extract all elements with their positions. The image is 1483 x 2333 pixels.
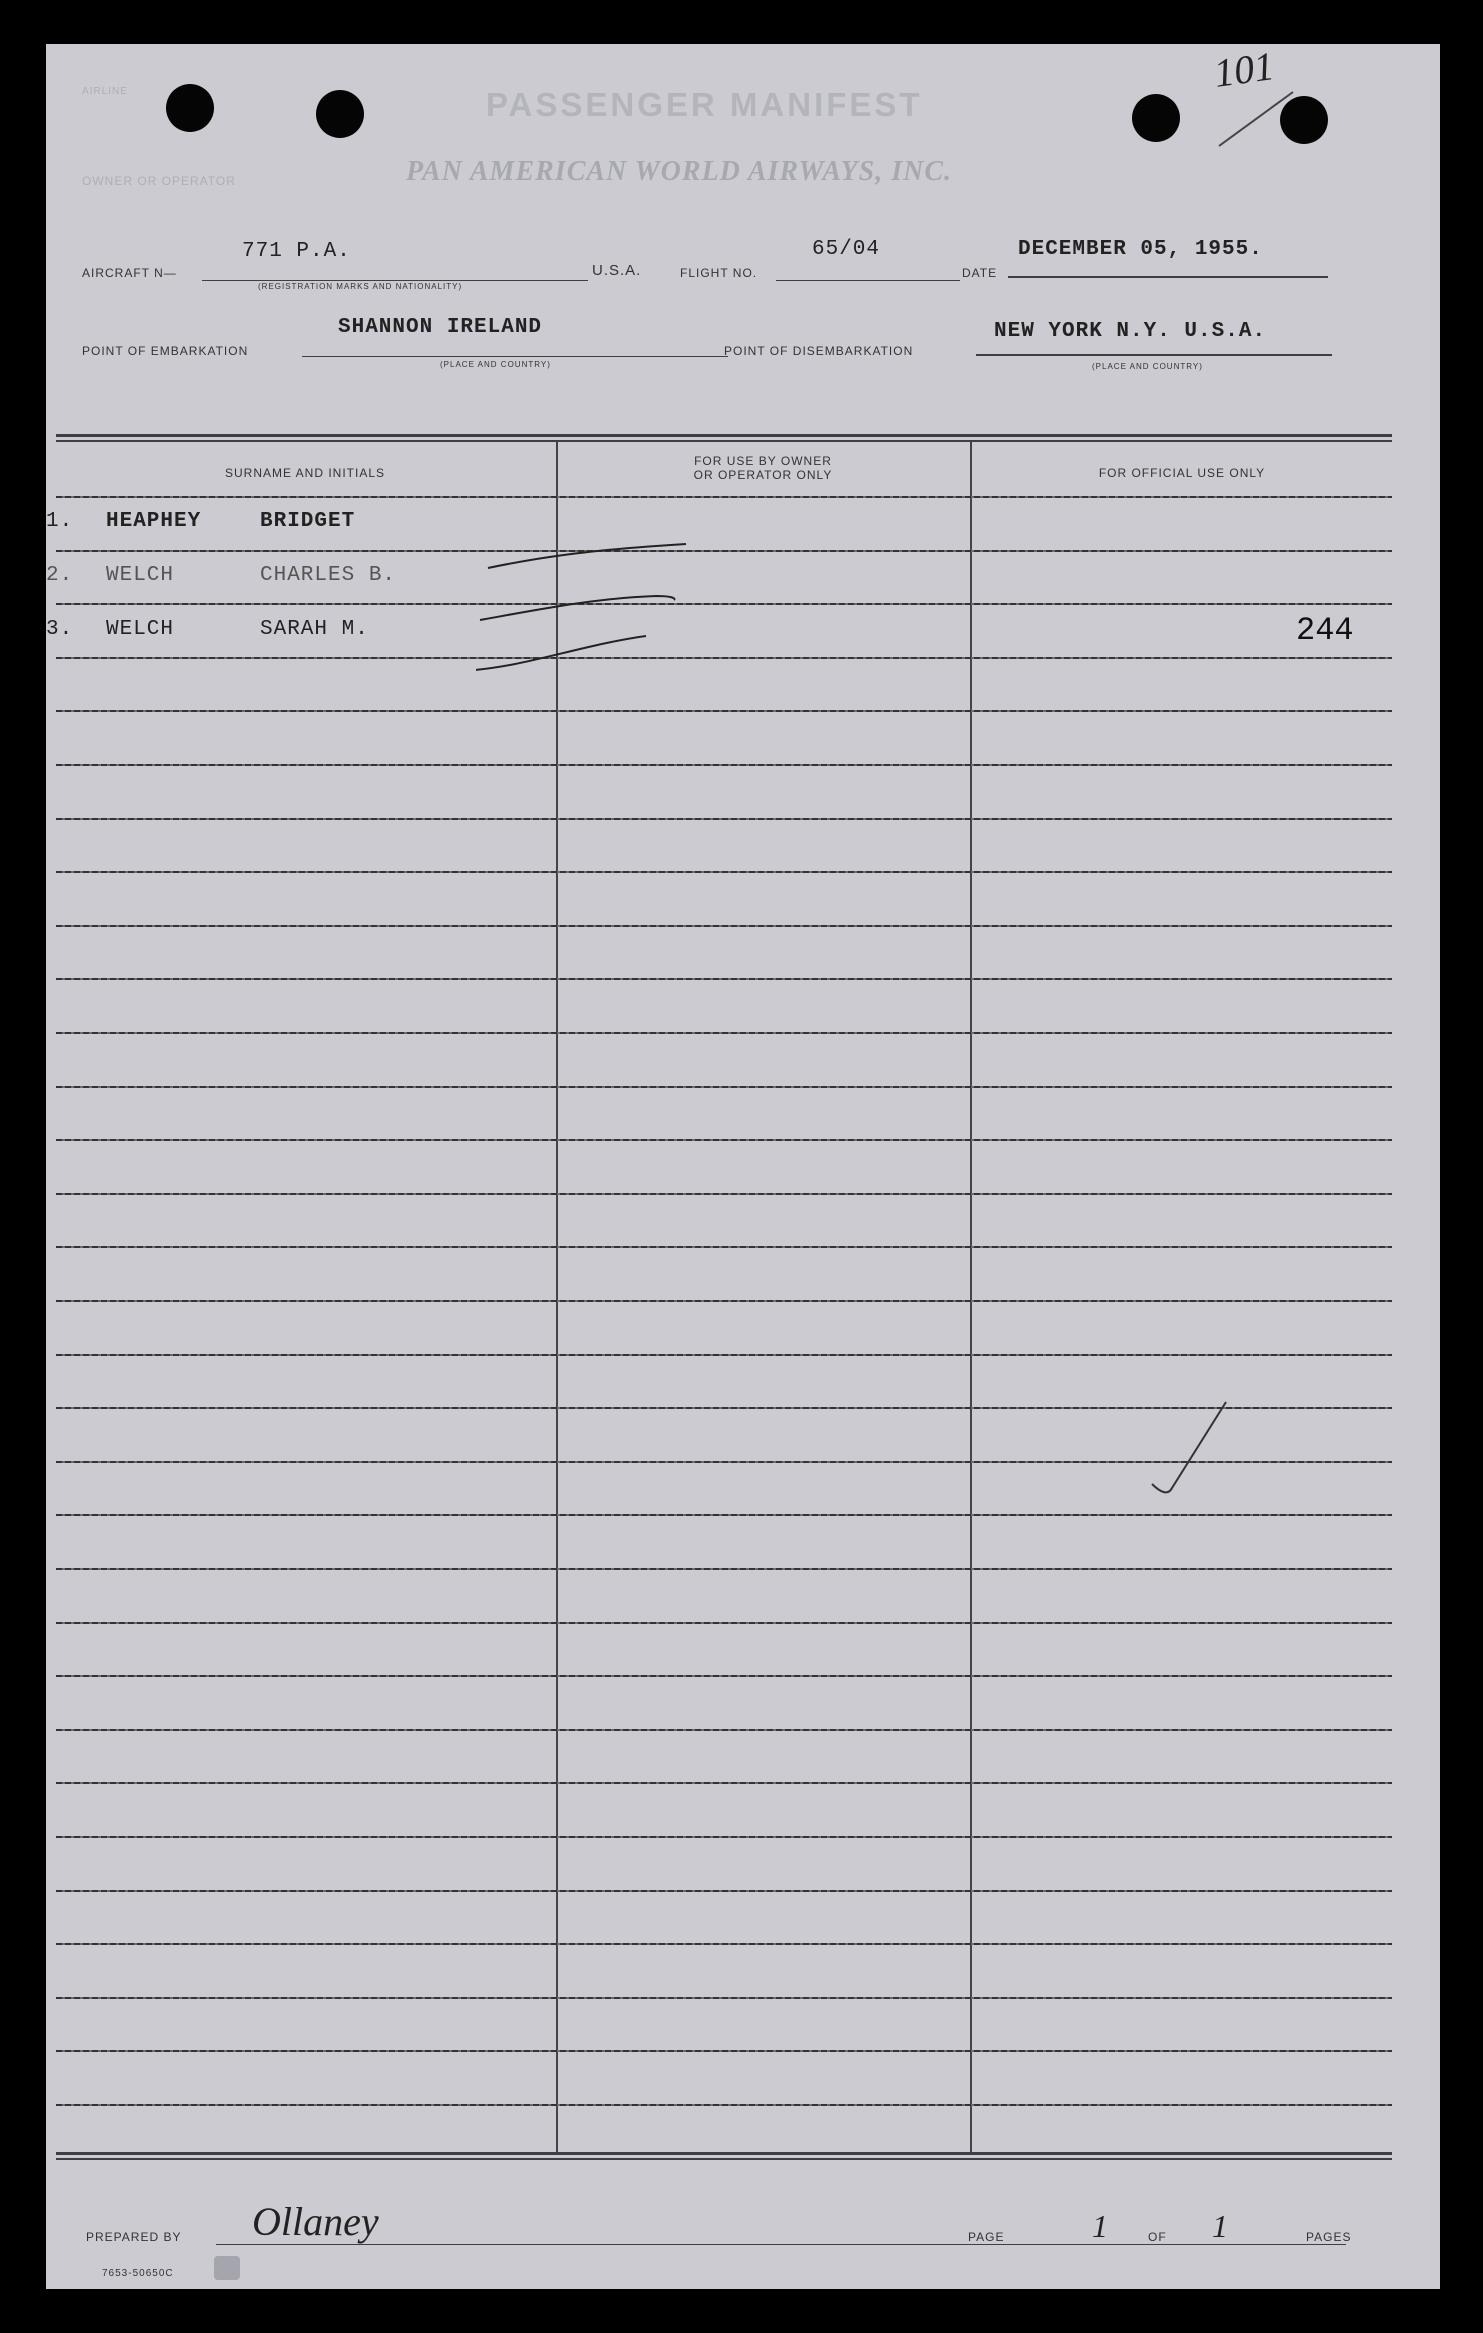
row-line bbox=[56, 1086, 1392, 1088]
row-line bbox=[56, 657, 1392, 659]
row-line bbox=[56, 1032, 1392, 1034]
flight-label: FLIGHT NO. bbox=[680, 266, 758, 280]
page-value: 1 bbox=[1092, 2208, 1108, 2244]
printed-seal bbox=[214, 2256, 240, 2280]
official-note: 244 bbox=[1296, 612, 1354, 649]
disembarkation-value: NEW YORK N.Y. U.S.A. bbox=[994, 320, 1267, 343]
of-value: 1 bbox=[1212, 2208, 1228, 2244]
punch-hole bbox=[166, 84, 214, 132]
row-line bbox=[56, 603, 1392, 605]
row-line bbox=[56, 1782, 1392, 1784]
row-line bbox=[56, 1354, 1392, 1356]
row-line bbox=[56, 1836, 1392, 1838]
row-line bbox=[56, 1997, 1392, 1999]
company-name: PAN AMERICAN WORLD AIRWAYS, INC. bbox=[406, 156, 953, 187]
of-label: OF bbox=[1148, 2230, 1167, 2244]
owner-operator-label: OWNER OR OPERATOR bbox=[82, 174, 236, 188]
signature: Ollaney bbox=[252, 2199, 379, 2244]
col-header-owner: FOR USE BY OWNER OR OPERATOR ONLY bbox=[693, 454, 833, 482]
row-number: 2. bbox=[46, 564, 74, 587]
row-given: SARAH M. bbox=[260, 618, 369, 641]
row-line bbox=[56, 871, 1392, 873]
date-value: DECEMBER 05, 1955. bbox=[1018, 238, 1263, 261]
col-header-official: FOR OFFICIAL USE ONLY bbox=[1098, 466, 1266, 480]
disembarkation-label: POINT OF DISEMBARKATION bbox=[724, 344, 914, 358]
row-surname: WELCH bbox=[106, 618, 175, 641]
manifest-sheet bbox=[46, 44, 1440, 2289]
row-surname: WELCH bbox=[106, 564, 175, 587]
row-line bbox=[56, 1193, 1392, 1195]
flight-value: 65/04 bbox=[812, 238, 881, 261]
row-line bbox=[56, 2104, 1392, 2106]
row-line bbox=[56, 710, 1392, 712]
pages-label: PAGES bbox=[1306, 2230, 1352, 2244]
punch-hole bbox=[1132, 94, 1180, 142]
page-number-handwritten: 101 bbox=[1211, 43, 1277, 96]
row-line bbox=[56, 1890, 1392, 1892]
row-given: CHARLES B. bbox=[260, 564, 397, 587]
disembarkation-sublabel: (PLACE AND COUNTRY) bbox=[1092, 362, 1203, 371]
row-line bbox=[56, 1675, 1392, 1677]
form-number: 7653-50650C bbox=[102, 2268, 174, 2279]
row-line bbox=[56, 1514, 1392, 1516]
embarkation-value: SHANNON IRELAND bbox=[338, 316, 543, 339]
row-line bbox=[56, 1729, 1392, 1731]
row-line bbox=[56, 496, 1392, 498]
row-line bbox=[56, 1139, 1392, 1141]
row-line bbox=[56, 1622, 1392, 1624]
manifest-title: PASSENGER MANIFEST bbox=[486, 86, 923, 123]
aircraft-country: U.S.A. bbox=[592, 262, 642, 279]
page-label: PAGE bbox=[968, 2230, 1005, 2244]
check-mark-icon bbox=[1146, 1384, 1256, 1514]
embarkation-sublabel: (PLACE AND COUNTRY) bbox=[440, 360, 551, 369]
row-line bbox=[56, 1943, 1392, 1945]
row-surname: HEAPHEY bbox=[106, 510, 202, 533]
row-number: 3. bbox=[46, 618, 74, 641]
row-line bbox=[56, 2050, 1392, 2052]
row-line bbox=[56, 550, 1392, 552]
aircraft-sublabel: (REGISTRATION MARKS AND NATIONALITY) bbox=[258, 282, 463, 291]
handwritten-marks bbox=[476, 494, 706, 674]
prepared-by-label: PREPARED BY bbox=[86, 2230, 182, 2244]
embarkation-label: POINT OF EMBARKATION bbox=[82, 344, 249, 358]
row-line bbox=[56, 1246, 1392, 1248]
page-number-slash bbox=[1211, 84, 1301, 154]
row-number: 1. bbox=[46, 510, 74, 533]
column-divider bbox=[970, 442, 972, 2152]
row-given: BRIDGET bbox=[260, 510, 356, 533]
row-line bbox=[56, 818, 1392, 820]
row-line bbox=[56, 978, 1392, 980]
aircraft-value: 771 P.A. bbox=[242, 240, 351, 263]
row-line bbox=[56, 1300, 1392, 1302]
punch-hole bbox=[316, 90, 364, 138]
date-label: DATE bbox=[962, 266, 998, 280]
airline-faint-label: AIRLINE bbox=[82, 86, 128, 97]
aircraft-label: AIRCRAFT N— bbox=[82, 266, 177, 280]
row-line bbox=[56, 764, 1392, 766]
column-divider bbox=[556, 442, 558, 2152]
row-line bbox=[56, 1568, 1392, 1570]
row-line bbox=[56, 925, 1392, 927]
col-header-name: SURNAME AND INITIALS bbox=[224, 466, 386, 480]
